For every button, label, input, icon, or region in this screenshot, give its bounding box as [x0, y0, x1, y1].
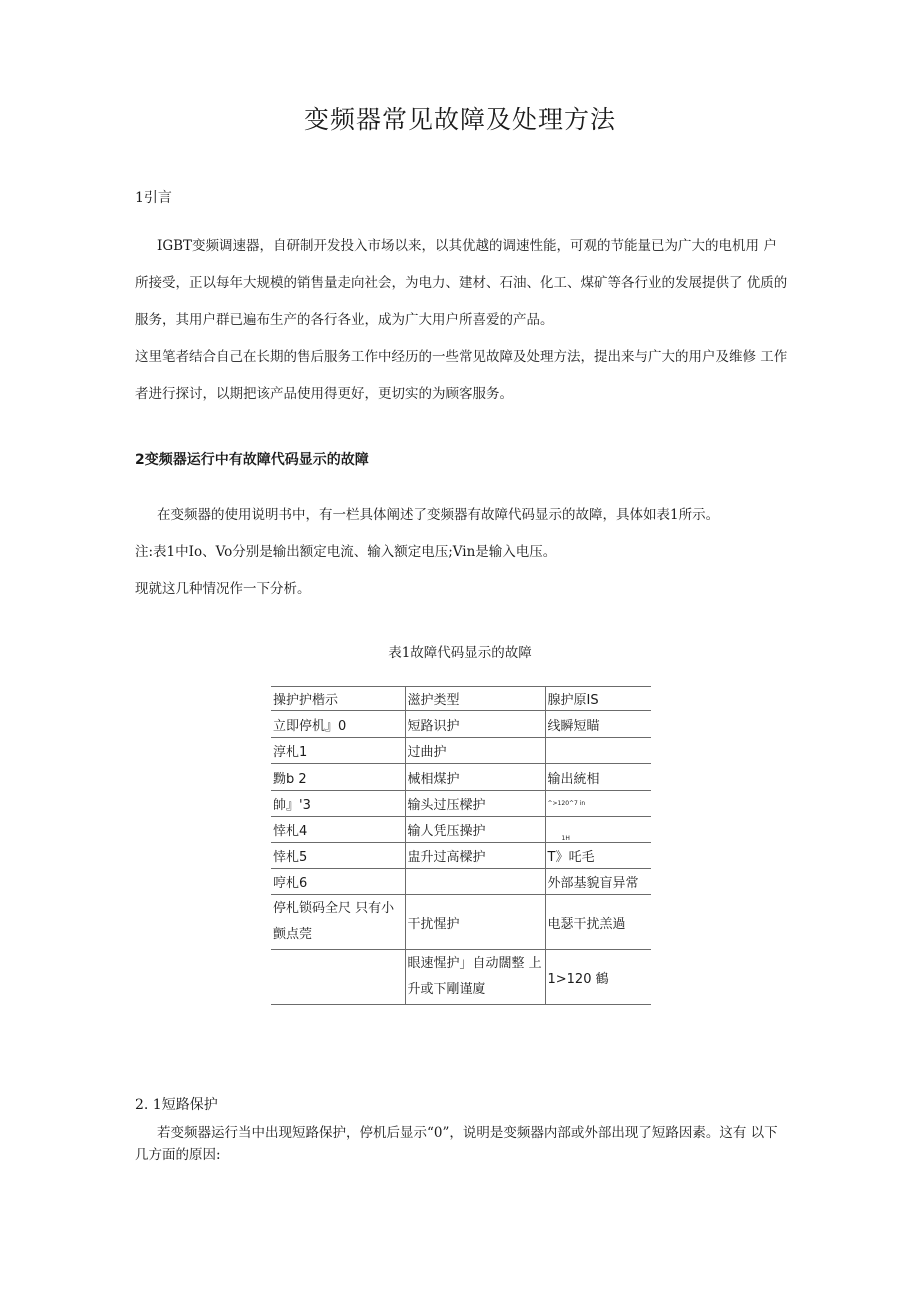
table-cell: 眼速惺护」自动闊整 上升或下剛谨廈 [405, 950, 545, 1005]
table-cell: 械相煤护 [405, 764, 545, 791]
table-cell: T》吒毛 [545, 843, 651, 869]
table-cell: 短路识护 [405, 711, 545, 738]
table-row [271, 895, 651, 950]
subsection-heading-short-circuit: 2. 1短路保护 [135, 1097, 218, 1113]
table-cell: 过曲护 [405, 738, 545, 764]
table-cell: 黝b 2 [271, 764, 405, 791]
table-row [271, 764, 651, 791]
table-row [271, 869, 651, 895]
table-cell [545, 738, 651, 764]
table-row [271, 950, 651, 1005]
table-cell: 停札锁码全尺 只有小 颤点莞 [271, 895, 405, 950]
header-cell: 操护护楷示 [271, 687, 405, 711]
table-cell: 盅升过高樑护 [405, 843, 545, 869]
section-heading-fault-codes: 2变频器运行中有故障代码显示的故障 [135, 452, 369, 468]
table-cell: 线瞬短瞄 [545, 711, 651, 738]
header-cell: 腺护原IS [545, 687, 651, 711]
table-cell: 悻札5 [271, 843, 405, 869]
table-cell: 输人凭压操护 [405, 817, 545, 843]
table-cell: 立即停机』0 [271, 711, 405, 738]
table-row [271, 843, 651, 869]
fault-codes-paragraph: 在变频器的使用说明书中，有一栏具体阐述了变频器有故障代码显示的故障，具体如表1所示。 [157, 507, 720, 523]
header-cell: 滋护类型 [405, 687, 545, 711]
table-cell: 干扰惺护 [405, 895, 545, 950]
intro-paragraph-2: 这里笔者结合自己在长期的售后服务工作中经历的一些常见故障及处理方法，提出来与广大的用户及维修 工作者进行探讨，以期把该产品使用得更好，更切实的为顾客服务。 [135, 349, 788, 402]
table-cell: 电瑟干扰羔過 [545, 895, 651, 950]
table-row [271, 711, 651, 738]
table-caption: 表1故障代码显示的故障 [388, 645, 532, 661]
section-heading-intro: 1引言 [135, 190, 172, 206]
table-cell: 悻札4 [271, 817, 405, 843]
short-circuit-paragraph: 若变频器运行当中出现短路保护，停机后显示“0”，说明是变频器内部或外部出现了短路因素。这有 以下几方面的原因: [135, 1125, 778, 1163]
intro-paragraph-1: IGBT变频调速器，自研制开发投入市场以来，以其优越的调速性能，可观的节能量已为广大的电机用 户所接受，正以每年大规模的销售量走向社会，为电力、建材、石油、化工、煤矿等各行业的发展提供了 优质的服务，其用户群已遍布生产的各行各业，成为广大用户所喜爱的产品。 [135, 238, 788, 328]
table-note: 注:表1中Io、Vo分别是输出额定电流、输入额定电压;Vin是输入电压。 [135, 544, 557, 560]
table-cell: 帥』'3 [271, 791, 405, 817]
table-cell: 1>120 鶴 [545, 950, 651, 1005]
table-row [271, 738, 651, 764]
table-cell-small: ^>120^7 in [545, 791, 651, 817]
table-cell: 输出統相 [545, 764, 651, 791]
table-cell: 外部基貌盲异常 [545, 869, 651, 895]
table-cell [405, 869, 545, 895]
table-cell: 淳札1 [271, 738, 405, 764]
analysis-intro: 现就这几种情况作一下分析。 [135, 581, 311, 597]
table-row [271, 791, 651, 817]
table-header-row [271, 687, 651, 711]
table-row [271, 817, 651, 843]
table-cell-small: 1H [545, 817, 651, 843]
table-cell: 哼札6 [271, 869, 405, 895]
table-cell [271, 950, 405, 1005]
document-title: 变频器常见故障及处理方法 [303, 105, 616, 134]
fault-code-table [271, 686, 651, 1005]
table-cell: 输头过压樑护 [405, 791, 545, 817]
